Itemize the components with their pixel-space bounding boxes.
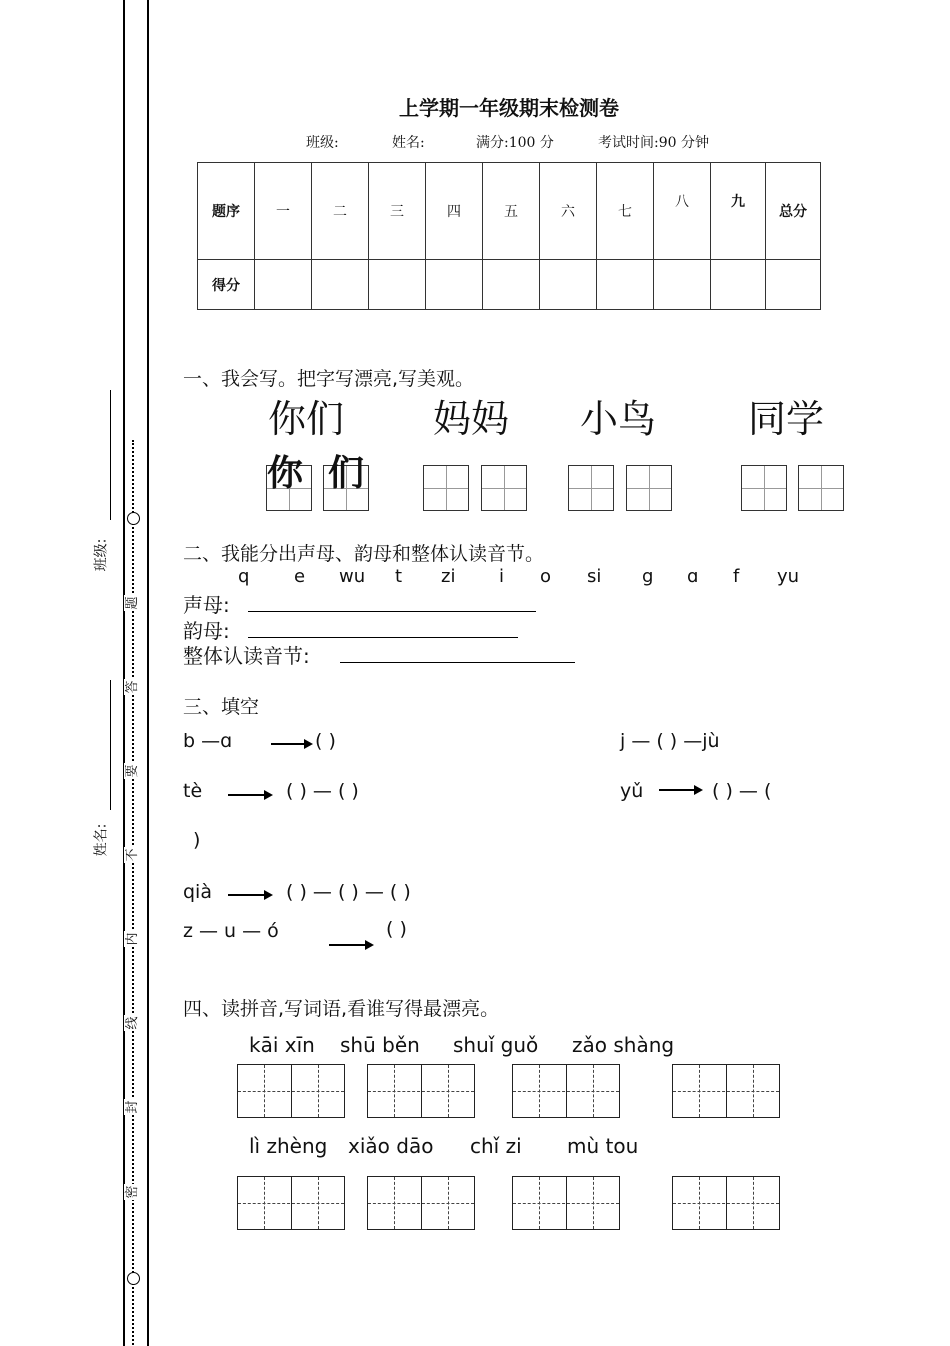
- margin-line-left: [123, 0, 125, 1346]
- margin-class-label: 班级:: [93, 538, 110, 572]
- fill-ex4-blank[interactable]: ( ) — (: [712, 780, 772, 802]
- section3-title: 三、填空: [183, 696, 260, 718]
- seal-char: 内: [125, 932, 140, 946]
- syllable: yu: [777, 566, 800, 587]
- seal-char: 要: [125, 764, 140, 778]
- tianzi-box[interactable]: [741, 465, 787, 511]
- margin-class-blank: [110, 390, 111, 520]
- fill-ex4: yǔ: [620, 780, 644, 802]
- fill-ex1-blank[interactable]: ( ): [315, 730, 336, 752]
- word: 同学: [748, 397, 825, 441]
- score-cell[interactable]: [312, 260, 369, 310]
- fill-ex4-wrap: ): [193, 829, 201, 851]
- syllable: zi: [441, 566, 456, 587]
- seal-dotted-line: [132, 440, 134, 1345]
- score-col: 九: [711, 163, 766, 260]
- score-col: 二: [312, 163, 369, 260]
- writing-box[interactable]: [672, 1064, 780, 1118]
- score-cell[interactable]: [540, 260, 597, 310]
- arrow-icon: [228, 794, 271, 796]
- score-cell[interactable]: [654, 260, 711, 310]
- writing-box[interactable]: [367, 1064, 475, 1118]
- arrow-icon: [659, 789, 701, 791]
- fill-ex3-blank[interactable]: ( ) — ( ): [286, 780, 359, 802]
- seal-char: 密: [125, 1185, 140, 1199]
- seal-char: 答: [125, 680, 140, 694]
- syllable: e: [294, 566, 306, 587]
- score-col: 七: [597, 163, 654, 260]
- fill-ex6: z — u — ó: [183, 920, 279, 942]
- score-col: 四: [426, 163, 483, 260]
- fill-ex5: qià: [183, 881, 212, 903]
- yunmu-label: 韵母:: [183, 619, 230, 643]
- word: 你们: [268, 397, 345, 441]
- score-col: 八: [654, 163, 711, 260]
- writing-box[interactable]: [237, 1064, 345, 1118]
- zhengti-label: 整体认读音节:: [183, 644, 310, 668]
- fill-ex2[interactable]: j — ( ) —jù: [620, 730, 720, 752]
- pinyin-word: shuǐ guǒ: [453, 1033, 539, 1057]
- score-col: 三: [369, 163, 426, 260]
- pinyin-word: lì zhèng: [249, 1134, 328, 1158]
- score-table: [197, 162, 821, 310]
- header-class-label: 班级:: [306, 135, 339, 151]
- writing-box[interactable]: [672, 1176, 780, 1230]
- writing-box[interactable]: [367, 1176, 475, 1230]
- arrow-icon: [329, 944, 372, 946]
- tianzi-box[interactable]: [568, 465, 614, 511]
- syllable: t: [395, 566, 403, 587]
- pinyin-word: zǎo shàng: [572, 1033, 675, 1057]
- score-cell[interactable]: [483, 260, 540, 310]
- example-char: 们: [327, 453, 364, 494]
- seal-char: 不: [125, 848, 140, 862]
- header-name-label: 姓名:: [392, 135, 425, 151]
- header-full-score: 满分:100 分: [476, 135, 554, 151]
- score-cell[interactable]: [766, 260, 821, 310]
- syllable: ɑ: [687, 566, 699, 587]
- tianzi-box[interactable]: [481, 465, 527, 511]
- seal-circle-bottom: [127, 1272, 140, 1285]
- page-title: 上学期一年级期末检测卷: [399, 96, 619, 120]
- margin-name-label: 姓名:: [93, 823, 110, 857]
- pinyin-word: shū běn: [340, 1033, 420, 1057]
- score-row-header: 得分: [198, 260, 255, 310]
- section4-title: 四、读拼音,写词语,看谁写得最漂亮。: [183, 998, 500, 1020]
- yunmu-answer-line[interactable]: [248, 637, 518, 638]
- arrow-icon: [228, 894, 271, 896]
- syllable: o: [540, 566, 552, 587]
- seal-circle-top: [127, 512, 140, 525]
- example-char: 你: [266, 453, 303, 494]
- arrow-icon: [271, 743, 311, 745]
- score-cell[interactable]: [426, 260, 483, 310]
- pinyin-word: chǐ zi: [470, 1134, 522, 1158]
- fill-ex5-blank[interactable]: ( ) — ( ) — ( ): [286, 881, 411, 903]
- word: 小鸟: [580, 397, 657, 441]
- zhengti-answer-line[interactable]: [340, 662, 575, 663]
- shengmu-label: 声母:: [183, 593, 230, 617]
- margin-name-blank: [110, 680, 111, 810]
- fill-ex3: tè: [183, 780, 203, 802]
- score-col: 五: [483, 163, 540, 260]
- margin-line-right: [147, 0, 149, 1346]
- syllable: si: [587, 566, 602, 587]
- score-col: 六: [540, 163, 597, 260]
- writing-box[interactable]: [512, 1176, 620, 1230]
- header-exam-time: 考试时间:90 分钟: [598, 135, 709, 151]
- score-cell[interactable]: [711, 260, 766, 310]
- fill-ex1: b —ɑ: [183, 730, 233, 752]
- shengmu-answer-line[interactable]: [248, 611, 536, 612]
- seal-char: 题: [125, 596, 140, 610]
- syllable: i: [499, 566, 505, 587]
- writing-box[interactable]: [237, 1176, 345, 1230]
- syllable: wu: [339, 566, 366, 587]
- seal-char: 线: [125, 1016, 140, 1030]
- seal-char: 封: [125, 1100, 140, 1114]
- tianzi-box[interactable]: [626, 465, 672, 511]
- word: 妈妈: [433, 397, 510, 441]
- score-col: 一: [255, 163, 312, 260]
- score-cell[interactable]: [255, 260, 312, 310]
- tianzi-box[interactable]: [423, 465, 469, 511]
- score-total-label: 总分: [766, 163, 821, 260]
- syllable: f: [733, 566, 740, 587]
- syllable: g: [642, 566, 654, 587]
- score-table-header: 题序: [198, 163, 255, 260]
- pinyin-word: xiǎo dāo: [348, 1134, 434, 1158]
- pinyin-word: mù tou: [567, 1134, 639, 1158]
- section1-title: 一、我会写。把字写漂亮,写美观。: [183, 368, 475, 390]
- pinyin-word: kāi xīn: [249, 1033, 315, 1057]
- section2-title: 二、我能分出声母、韵母和整体认读音节。: [183, 543, 545, 565]
- tianzi-box[interactable]: [798, 465, 844, 511]
- score-cell[interactable]: [369, 260, 426, 310]
- fill-ex6-blank[interactable]: ( ): [386, 918, 407, 940]
- writing-box[interactable]: [512, 1064, 620, 1118]
- syllable: q: [238, 566, 250, 587]
- score-cell[interactable]: [597, 260, 654, 310]
